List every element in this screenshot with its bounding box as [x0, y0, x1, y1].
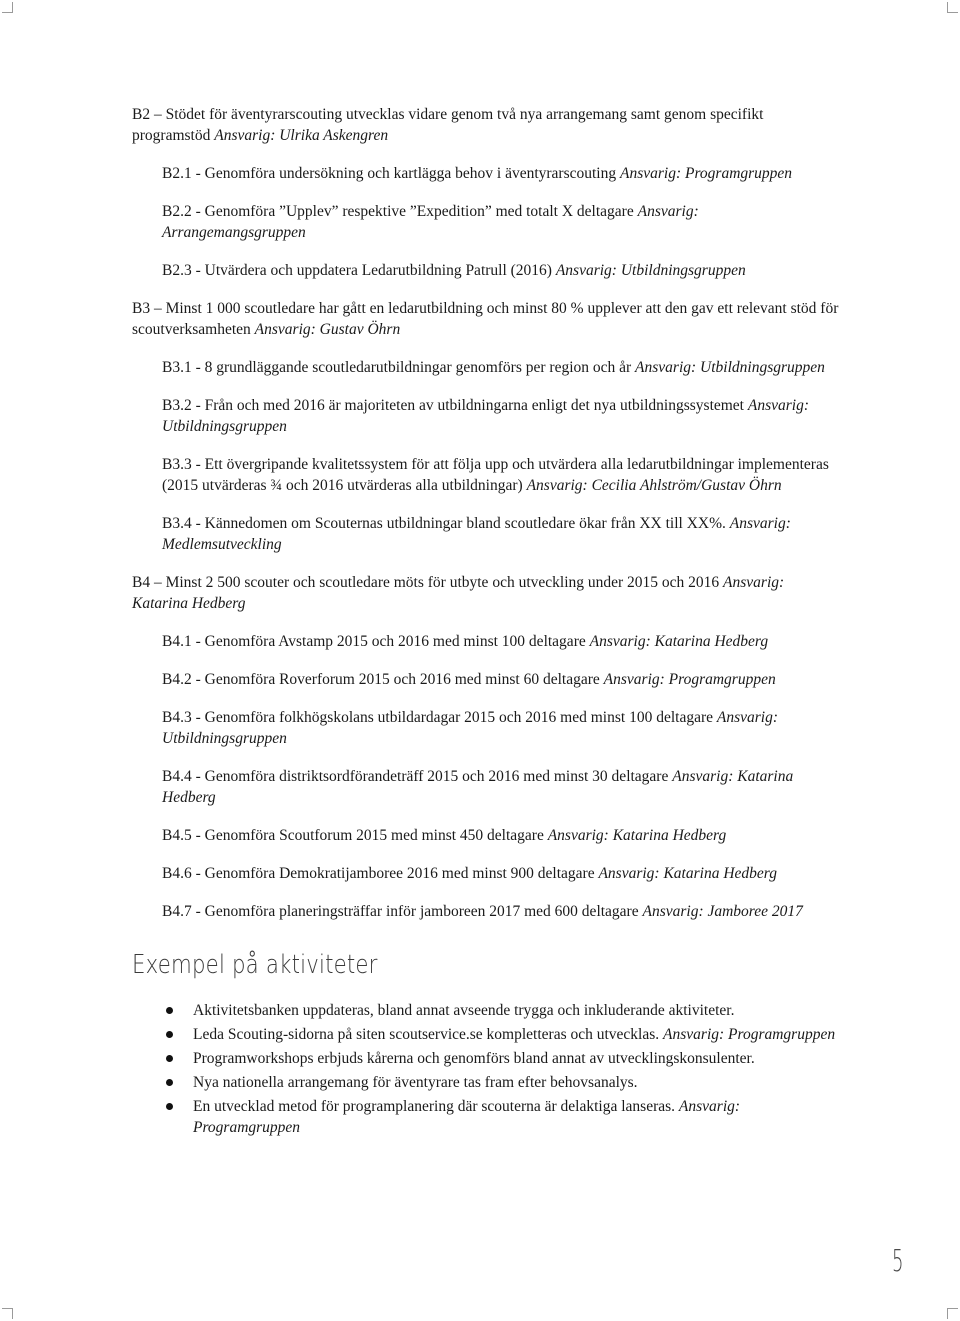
goal-b4: [132, 572, 842, 614]
item-b2-1: [162, 163, 842, 184]
goal-text: B3 – Minst 1 000 scoutledare har gått en ledarutbildning och minst 80 % upplever att den gav ett relevant stöd för scoutverksamheten: [132, 300, 839, 338]
list-item: Nya nationella arrangemang för äventyrare tas fram efter behovsanalys.: [132, 1072, 842, 1093]
item-b3-4: [162, 513, 842, 555]
item-text: B2.1 - Genomföra undersökning och kartlägga behov i äventyrarscouting: [162, 165, 620, 182]
goal-b2: [132, 104, 842, 146]
bullet-icon: [166, 1055, 173, 1062]
item-text: B4.1 - Genomföra Avstamp 2015 och 2016 med minst 100 deltagare: [162, 633, 590, 650]
item-text: B4.6 - Genomföra Demokratijamboree 2016 med minst 900 deltagare: [162, 865, 599, 882]
item-b4-4: [162, 766, 842, 808]
item-b4-6: [162, 863, 842, 884]
item-b4-2: [162, 669, 842, 690]
page-number: 5: [892, 1244, 904, 1279]
item-responsible: Ansvarig: Utbildningsgruppen: [162, 397, 810, 435]
item-b3-3: [162, 454, 842, 496]
item-responsible: Ansvarig: Jamboree 2017: [642, 903, 803, 920]
crop-mark-bottom-left: [2, 1308, 13, 1319]
bullet-icon: [166, 1007, 173, 1014]
item-text: B4.2 - Genomföra Roverforum 2015 och 2016 med minst 60 deltagare: [162, 671, 604, 688]
crop-mark-top-right: [947, 2, 958, 13]
item-text: B2.3 - Utvärdera och uppdatera Ledarutbildning Patrull (2016): [162, 262, 556, 279]
item-responsible: Ansvarig: Cecilia Ahlström/Gustav Öhrn: [526, 477, 782, 494]
item-text: B4.5 - Genomföra Scoutforum 2015 med minst 450 deltagare: [162, 827, 548, 844]
item-responsible: Ansvarig: Utbildningsgruppen: [555, 262, 746, 279]
item-b4-7: [162, 901, 842, 922]
list-item: Programworkshops erbjuds kårerna och genomförs bland annat av utvecklingskonsulenter.: [132, 1048, 842, 1069]
item-responsible: Ansvarig: Arrangemangsgruppen: [162, 203, 699, 241]
bullet-icon: [166, 1103, 173, 1110]
item-b4-3: [162, 707, 842, 749]
item-b4-5: [162, 825, 842, 846]
item-responsible: Ansvarig: Programgruppen: [603, 671, 776, 688]
goal-responsible: Ansvarig: Ulrika Askengren: [214, 127, 389, 144]
goal-b3: [132, 298, 842, 340]
item-b2-3: [162, 260, 842, 281]
item-responsible: Ansvarig: Utbildningsgruppen: [162, 709, 779, 747]
item-b2-2: [162, 201, 842, 243]
item-responsible: Ansvarig: Katarina Hedberg: [598, 865, 777, 882]
crop-mark-bottom-right: [947, 1308, 958, 1319]
item-text: B3.4 - Kännedomen om Scouternas utbildningar bland scoutledare ökar från XX till XX%.: [162, 515, 730, 532]
item-text: B4.3 - Genomföra folkhögskolans utbildardagar 2015 och 2016 med minst 100 deltagare: [162, 709, 717, 726]
list-item: Aktivitetsbanken uppdateras, bland annat avseende trygga och inkluderande aktiviteter.: [132, 1000, 842, 1021]
item-b3-2: [162, 395, 842, 437]
item-responsible: Ansvarig: Katarina Hedberg: [589, 633, 769, 650]
item-text: B3.2 - Från och med 2016 är majoriteten av utbildningarna enligt det nya utbildningssystemet: [162, 397, 748, 414]
item-b3-1: [162, 357, 842, 378]
activity-list: [132, 1000, 842, 1138]
goal-responsible: Ansvarig: Gustav Öhrn: [254, 321, 401, 338]
item-text: B4.4 - Genomföra distriktsordförandeträff 2015 och 2016 med minst 30 deltagare: [162, 768, 673, 785]
item-responsible: Ansvarig: Programgruppen: [619, 165, 793, 182]
list-item: En utvecklad metod för programplanering där scouterna är delaktiga lanseras. Ansvarig: Programgruppen: [132, 1096, 842, 1138]
list-item: Leda Scouting-sidorna på siten scoutservice.se kompletteras och utvecklas. Ansvarig: Programgruppen: [132, 1024, 842, 1045]
item-b4-1: [162, 631, 842, 652]
bullet-icon: [166, 1079, 173, 1086]
goal-text: B4 – Minst 2 500 scouter och scoutledare möts för utbyte och utveckling under 2015 och 2016: [132, 574, 724, 591]
item-text: B4.7 - Genomföra planeringsträffar inför jamboreen 2017 med 600 deltagare: [162, 903, 643, 920]
item-responsible: Ansvarig: Medlemsutveckling: [162, 515, 791, 553]
bullet-icon: [166, 1031, 173, 1038]
item-responsible: Ansvarig: Katarina Hedberg: [547, 827, 727, 844]
goal-responsible: Ansvarig: Katarina Hedberg: [132, 574, 785, 612]
goal-text: B2 – Stödet för äventyrarscouting utvecklas vidare genom två nya arrangemang samt genom specifikt programstöd: [132, 106, 764, 144]
item-text: B2.2 - Genomföra ”Upplev” respektive ”Expedition” med totalt X deltagare: [162, 203, 638, 220]
page-content: [132, 104, 842, 1141]
item-responsible: Ansvarig: Utbildningsgruppen: [635, 359, 825, 376]
item-text: B3.1 - 8 grundläggande scoutledarutbildningar genomförs per region och år: [162, 359, 636, 376]
item-responsible: Ansvarig: Katarina Hedberg: [162, 768, 794, 806]
item-text: B3.3 - Ett övergripande kvalitetssystem för att följa upp och utvärdera alla ledarutbildningar implementeras (2015 utvärderas ¾ och 2016 utvärderas alla utbildningar): [162, 456, 829, 494]
section-heading: Exempel på aktiviteter: [132, 950, 378, 980]
crop-mark-top-left: [2, 2, 13, 13]
